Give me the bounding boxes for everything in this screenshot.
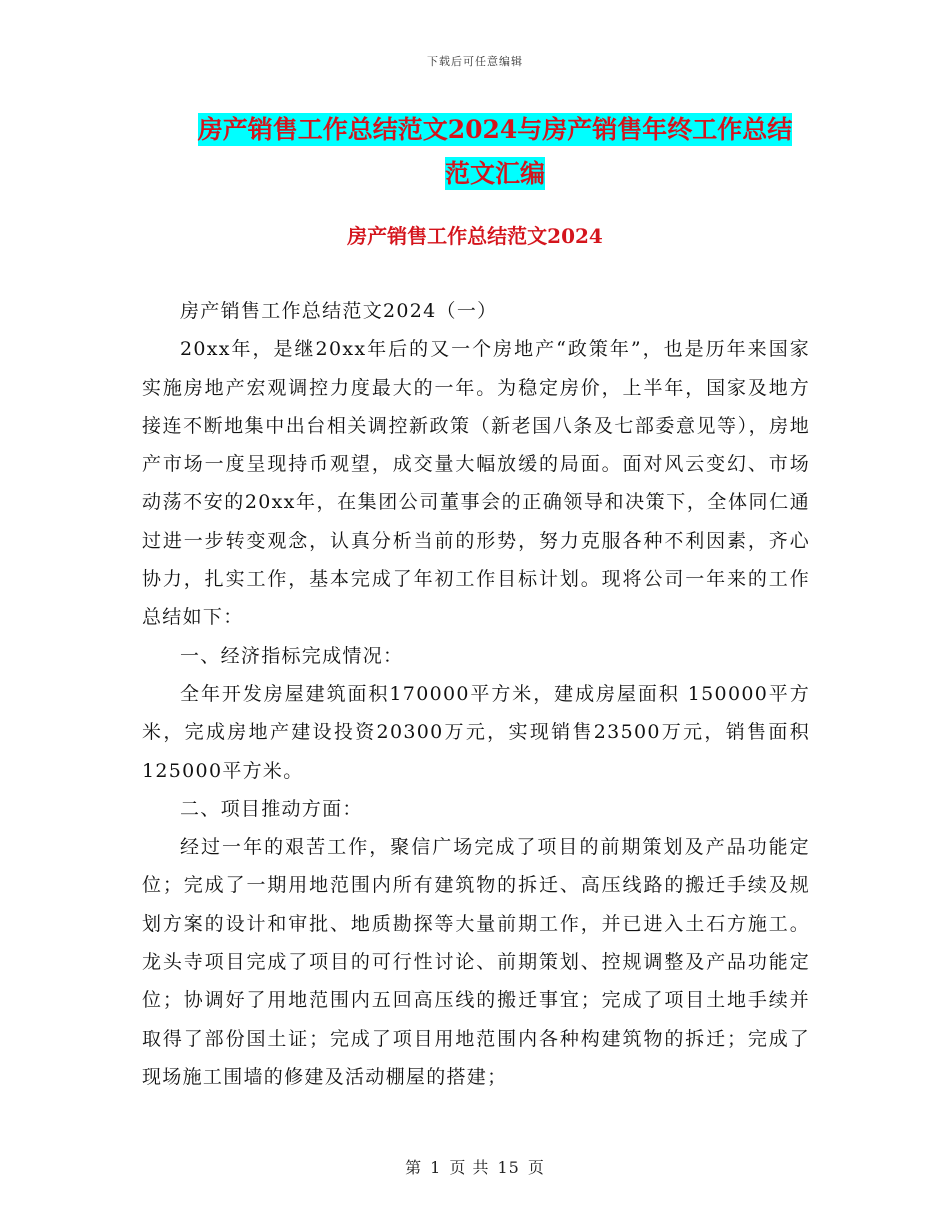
header-note: 下载后可任意编辑 bbox=[427, 55, 523, 68]
document-title bbox=[140, 108, 850, 196]
footer-prefix: 第 bbox=[405, 1158, 423, 1177]
footer-total-pages: 15 bbox=[497, 1158, 520, 1177]
paragraph-heading-1: 一、经济指标完成情况： bbox=[180, 644, 404, 667]
paragraph-subtitle: 房产销售工作总结范文2024（一） bbox=[180, 300, 498, 322]
page-footer bbox=[0, 1155, 950, 1178]
paragraph-heading-2: 二、项目推动方面： bbox=[180, 797, 363, 820]
paragraph-intro: 20xx年，是继20xx年后的又一个房地产“政策年”，也是历年来国家实施房地产宏观调控力度最大的一年。为稳定房价，上半年，国家及地方接连不断地集中出台相关调控新政策（新老国八条及七部委意见等），房地产市场一度呈现持币观望，成交量大幅放缓的局面。面对风云变幻、市场动荡不安的20xx年，在集团公司董事会的正确领导和决策下，全体同仁通过进一步转变观念，认真分析当前的形势，努力克服各种不利因素，齐心协力，扎实工作，基本完成了年初工作目标计划。现将公司一年来的工作总结如下： bbox=[142, 338, 810, 629]
footer-suffix: 页 bbox=[527, 1158, 545, 1177]
footer-current-page: 1 bbox=[430, 1158, 442, 1177]
document-title-line2: 范文汇编 bbox=[444, 159, 545, 188]
footer-middle: 页 共 bbox=[449, 1158, 490, 1177]
paragraph-economic: 全年开发房屋建筑面积170000平方米，建成房屋面积 150000平方米，完成房地产建设投资20300万元，实现销售23500万元，销售面积125000平方米。 bbox=[142, 682, 810, 782]
section-title: 房产销售工作总结范文2024 bbox=[347, 224, 603, 248]
document-title-line1: 房产销售工作总结范文2024与房产销售年终工作总结 bbox=[197, 115, 793, 144]
paragraph-projects: 经过一年的艰苦工作，聚信广场完成了项目的前期策划及产品功能定位；完成了一期用地范围内所有建筑物的拆迁、高压线路的搬迁手续及规划方案的设计和审批、地质勘探等大量前期工作，并已进入土石方施工。龙头寺项目完成了项目的可行性讨论、前期策划、控规调整及产品功能定位；协调好了用地范围内五回高压线的搬迁事宜；完成了项目土地手续并取得了部份国土证；完成了项目用地范围内各种构建筑物的拆迁；完成了现场施工围墙的修建及活动棚屋的搭建； bbox=[142, 836, 810, 1088]
document-body bbox=[142, 292, 810, 1096]
